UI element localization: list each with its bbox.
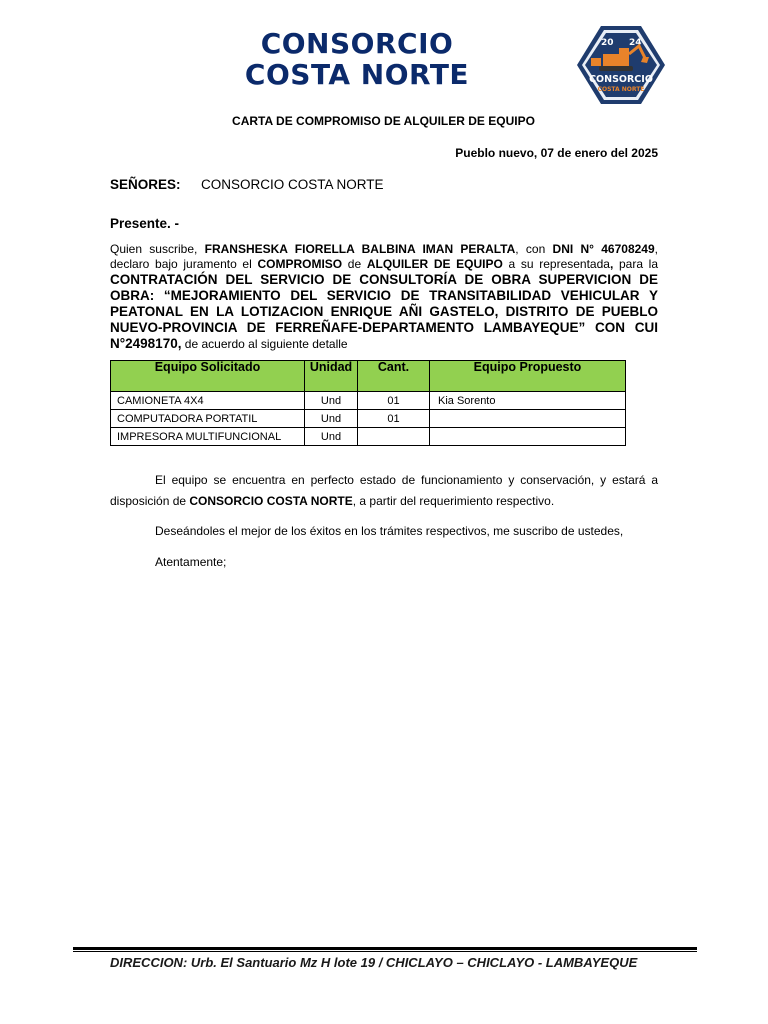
document-heading: CARTA DE COMPROMISO DE ALQUILER DE EQUIPO	[232, 114, 535, 128]
text-span: para la	[613, 257, 659, 271]
sign-off: Atentamente;	[155, 555, 227, 569]
text-span: , con	[515, 242, 553, 256]
text-span: El equipo se encuentra en perfecto estado de funcionamiento y conservación, y estará a disposición de	[110, 473, 658, 508]
footer-divider	[73, 947, 697, 950]
company-title-line1: CONSORCIO	[260, 27, 454, 60]
column-header: Equipo Propuesto	[430, 361, 626, 392]
column-header: Cant.	[358, 361, 430, 392]
table-cell: IMPRESORA MULTIFUNCIONAL	[111, 428, 305, 446]
table-cell: COMPUTADORA PORTATIL	[111, 410, 305, 428]
table-cell	[430, 410, 626, 428]
table-cell: Und	[305, 410, 358, 428]
footer-divider-thin	[73, 951, 697, 952]
text-span: , a partir del requerimiento respectivo.	[352, 494, 555, 508]
recipient-name: CONSORCIO COSTA NORTE	[201, 177, 384, 192]
consortium-logo	[573, 24, 669, 106]
table-cell	[430, 428, 626, 446]
column-header: Unidad	[305, 361, 358, 392]
table-header-row	[111, 361, 626, 392]
table-row	[111, 410, 626, 428]
logo-name: CONSORCIO	[589, 74, 653, 85]
column-header: Equipo Solicitado	[111, 361, 305, 392]
table-cell: CAMIONETA 4X4	[111, 392, 305, 410]
signer-dni: DNI N° 46708249	[552, 242, 655, 256]
recipient-label: SEÑORES:	[110, 177, 181, 192]
rental-term: ALQUILER DE EQUIPO	[366, 257, 503, 271]
text-span: , declaro bajo juramento el	[110, 242, 658, 271]
body-paragraph-2	[110, 470, 658, 512]
logo-sub: COSTA NORTE	[597, 86, 645, 93]
text-span: de acuerdo al siguiente detalle	[181, 337, 348, 351]
logo-year-right: 24	[629, 38, 642, 48]
table-cell: Und	[305, 428, 358, 446]
company-title-line2: COSTA NORTE	[244, 58, 470, 91]
body-paragraph-1	[110, 242, 658, 352]
closing-paragraph: Deseándoles el mejor de los éxitos en los trámites respectivos, me suscribo de ustedes,	[155, 524, 624, 538]
footer-address: DIRECCION: Urb. El Santuario Mz H lote 19 / CHICLAYO – CHICLAYO - LAMBAYEQUE	[110, 955, 638, 970]
table-row	[111, 392, 626, 410]
table-cell: Und	[305, 392, 358, 410]
company-title	[200, 28, 514, 90]
table-cell	[358, 428, 430, 446]
text-span: de	[342, 257, 367, 271]
text-span: ,	[609, 257, 614, 271]
equipment-table	[110, 360, 626, 446]
table-cell: Kia Sorento	[430, 392, 626, 410]
company-name: CONSORCIO COSTA NORTE	[189, 494, 353, 508]
table-row	[111, 428, 626, 446]
recipient-line	[110, 177, 384, 192]
service-description: CONTRATACIÓN DEL SERVICIO DE CONSULTORÍA DE OBRA SUPERVICION DE OBRA: “MEJORAMIENTO DEL SERVICIO DE TRANSITABILIDAD VEHICULAR Y PEATONAL EN LA LOTIZACION ENRIQUE AÑI GASTELO, DISTRITO DE PUEBLO NUEVO-PROVINCIA DE FERREÑAFE-DEPARTAMENTO LAMBAYEQUE” CON CUI N°2498170,	[110, 272, 658, 351]
commitment-term: COMPROMISO	[257, 257, 343, 271]
document-date: Pueblo nuevo, 07 de enero del 2025	[455, 146, 658, 160]
table-cell: 01	[358, 410, 430, 428]
text-span: a su representada	[502, 257, 610, 271]
greeting: Presente. -	[110, 216, 180, 231]
text-span: Quien suscribe,	[110, 242, 205, 256]
signer-name: FRANSHESKA FIORELLA BALBINA IMAN PERALTA	[204, 242, 516, 256]
logo-year-left: 20	[601, 38, 614, 48]
table-cell: 01	[358, 392, 430, 410]
